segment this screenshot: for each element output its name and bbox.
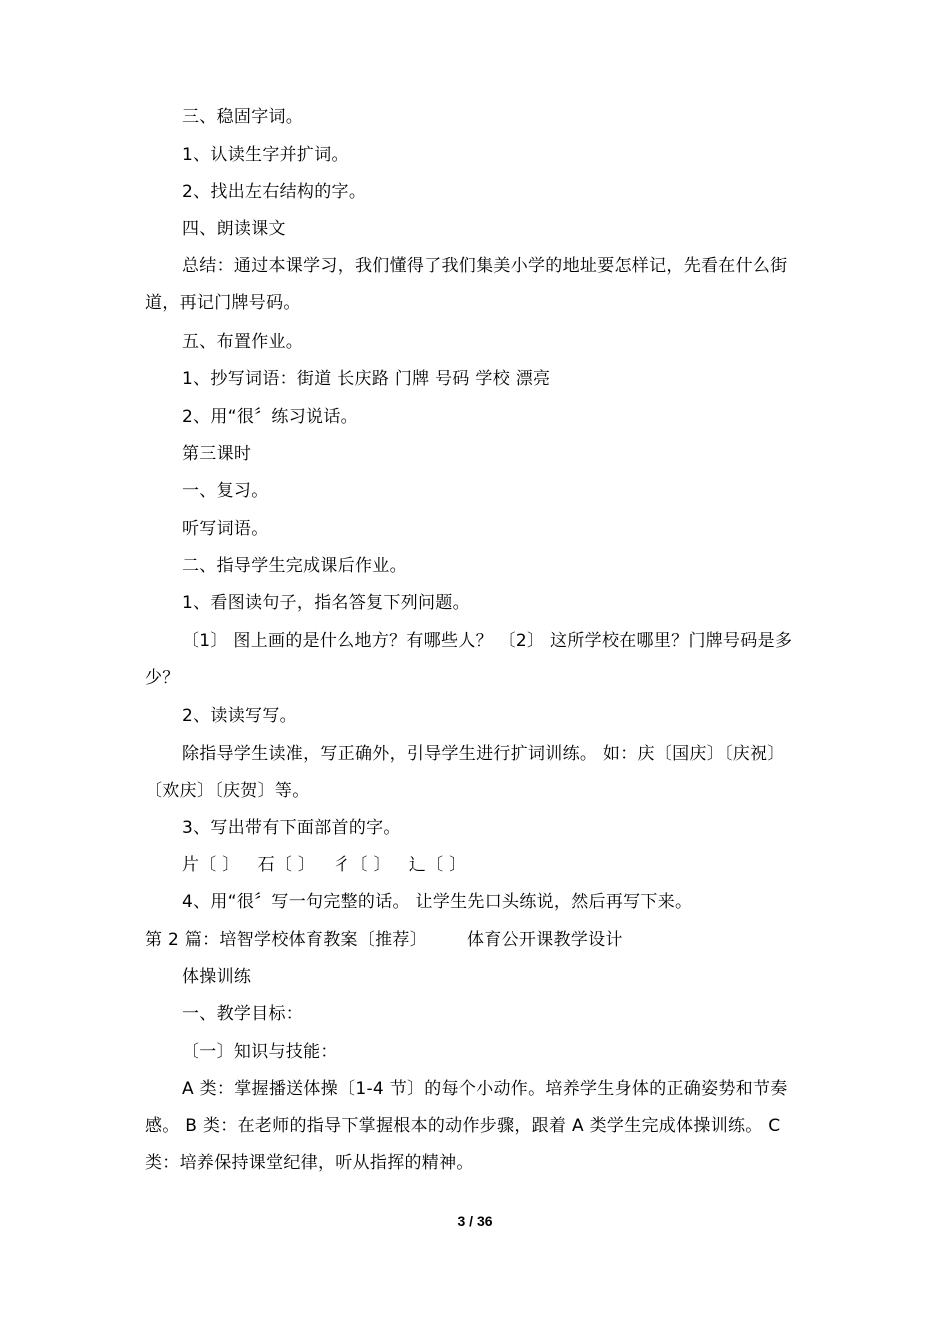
list-item: 3、写出带有下面部首的字。 [182,818,401,838]
list-item: 1、认读生字并扩词。 [182,145,349,165]
paragraph: 除指导学生读准，写正确外，引导学生进行扩词训练。 如：庆〔国庆〕〔庆祝〕〔欢庆〕〔庆贺〕等。 [145,744,785,801]
paragraph: 〔1〕 图上画的是什么地方？有哪些人？ 〔2〕 这所学校在哪里？门牌号码是多少？ [145,631,793,688]
list-item: 2、找出左右结构的字。 [182,182,367,202]
list-item: 1、看图读句子，指名答复下列问题。 [182,593,470,613]
radical-blanks [182,853,810,877]
list-item: 1、抄写词语：街道 长庆路 门牌 号码 学校 漂亮 [182,369,551,389]
radical-blank: 彳〔 〕 [333,855,391,875]
section-heading: 五、布置作业。 [182,332,304,352]
section-heading: 体操训练 [182,967,252,987]
radical-blank: 石〔 〕 [257,855,316,875]
lesson-heading: 第三课时 [182,444,252,464]
section-heading: 四、朗读课文 [182,219,286,239]
section-heading: 一、复习。 [182,481,269,501]
page-number: 3 / 36 [457,1213,493,1229]
section-heading: 二、指导学生完成课后作业。 [182,556,407,576]
subsection-heading: 〔一〕知识与技能： [182,1042,338,1062]
radical-blank: 辶〔 〕 [408,855,467,875]
section-heading: 一、教学目标： [182,1004,304,1024]
article-title [145,928,810,952]
paragraph: A 类：掌握播送体操〔1-4 节〕的每个小动作。培养学生身体的正确姿势和节奏感。 B 类：在老师的指导下掌握根本的动作步骤，跟着 A 类学生完成体操训练。 C 类：培养保持课堂纪律，听从指挥的精神。 [145,1079,788,1173]
article-title-text: 第 2 篇：培智学校体育教案〔推荐〕 [145,930,428,950]
section-heading: 三、稳固字词。 [182,107,304,127]
paragraph: 总结：通过本课学习，我们懂得了我们集美小学的地址要怎样记，先看在什么街道，再记门牌号码。 [145,256,788,313]
article-subtitle: 体育公开课教学设计 [467,930,623,950]
list-item: 4、用“很〞写一句完整的话。 让学生先口头练说，然后再写下来。 [182,892,693,912]
radical-blank: 片〔 〕 [182,855,240,875]
paragraph: 听写词语。 [182,519,269,539]
list-item: 2、读读写写。 [182,706,297,726]
list-item: 2、用“很〞练习说话。 [182,407,358,427]
